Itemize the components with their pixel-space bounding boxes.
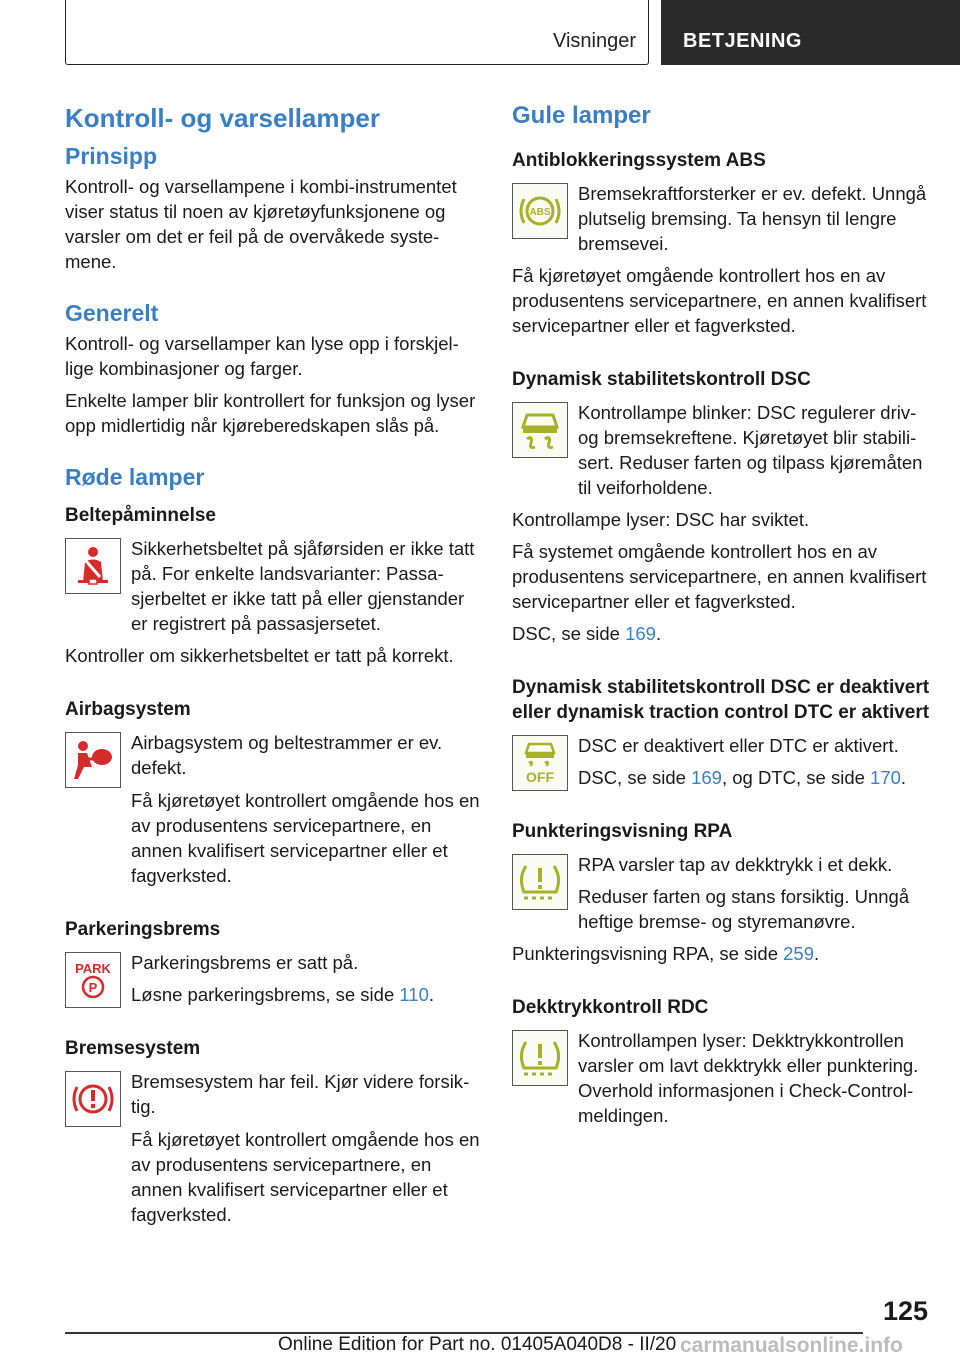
footer-edition: Online Edition for Part no. 01405A040D8 - II/20: [278, 1334, 677, 1355]
right-column: [512, 100, 930, 1135]
rdc-heading: Dekktrykkontroll RDC: [512, 997, 709, 1018]
header-chapter-title: BETJENING: [683, 30, 802, 52]
principle-heading: Prinsipp: [65, 143, 158, 169]
principle-text: Kontroll- og varsellampene i kombi-instrumentet viser status til noen av kjøretøyfunksjonene og varsler om det er feil på de overvåkede systemene.: [65, 176, 457, 272]
tire-pressure-monitor-icon: [512, 1030, 568, 1086]
dsc-off-text-1: DSC er deaktivert eller DTC er aktivert.: [578, 735, 899, 756]
rpa-text-1: RPA varsler tap av dekktrykk i et dekk.: [578, 854, 893, 875]
parking-brake-icon: [65, 952, 121, 1008]
parking-text-1: Parkeringsbrems er satt på.: [131, 952, 359, 973]
airbag-text-1: Airbagsystem og beltestrammer er ev. defekt.: [131, 732, 443, 778]
dsc-text-4: DSC, se side 169.: [512, 623, 662, 644]
dsc-off-heading: Dynamisk stabilitetskontroll DSC er deaktivert eller dynamisk traction control DTC er aktivert: [512, 677, 930, 723]
watermark: carmanualsonline.info: [680, 1334, 903, 1357]
abs-text-1: Bremsekraftforsterker er ev. defekt. Unngå plutselig bremsing. Ta hensyn til lengre bremsevei.: [578, 183, 927, 254]
rdc-lamp: [512, 1028, 930, 1135]
page-title: Kontroll- og varsellamper: [65, 103, 380, 133]
general-heading: Generelt: [65, 300, 159, 326]
parking-text-2: Løsne parkeringsbrems, se side 110.: [131, 984, 435, 1005]
dsc-lamp: [512, 400, 930, 507]
red-lamps-heading: Røde lamper: [65, 464, 205, 490]
general-text-2: Enkelte lamper blir kontrollert for funksjon og lyser opp midlertidig når kjøreberedskapen slås på.: [65, 390, 476, 436]
seatbelt-warning-icon: [65, 538, 121, 594]
svg-text:P: P: [88, 980, 98, 995]
rpa-page-link[interactable]: 259: [783, 943, 814, 964]
brake-warning-icon: [65, 1071, 121, 1127]
parking-page-link[interactable]: 110: [399, 984, 429, 1005]
rpa-lamp: [512, 852, 930, 941]
header-section-box: [65, 0, 649, 65]
dsc-text-2: Kontrollampe lyser: DSC har sviktet.: [512, 509, 810, 530]
tire-pressure-warning-icon: [512, 854, 568, 910]
rdc-text-1: Kontrollampen lyser: Dekktrykkontrollen varsler om lavt dekktrykk eller punktering. Overhold informasjonen i Check-Controlmeldingen.: [578, 1030, 919, 1126]
brake-system-lamp: [65, 1069, 481, 1127]
belt-text-1: Sikkerhetsbeltet på sjåførsiden er ikke tatt på. For enkelte landsvarianter: Passasjerbeltet er ikke tatt på eller gjenstander er registrert på passasjersetet.: [131, 538, 475, 634]
abs-warning-icon: [512, 183, 568, 239]
left-column: [65, 100, 481, 1234]
belt-heading: Beltepåminnelse: [65, 505, 216, 526]
belt-text-2: Kontroller om sikkerhetsbeltet er tatt på korrekt.: [65, 645, 454, 666]
brake-text-2: Få kjøretøyet kontrollert omgående hos en av produsentens servicepartnere, en annen kvalifisert servicepartner eller et fagverksted.: [131, 1129, 480, 1225]
dsc-off-page-link-1[interactable]: 169: [691, 767, 722, 788]
dsc-heading: Dynamisk stabilitetskontroll DSC: [512, 369, 811, 390]
dsc-off-icon-label: OFF: [526, 769, 554, 785]
yellow-lamps-heading: Gule lamper: [512, 102, 651, 129]
parking-icon-label: PARK: [75, 961, 111, 976]
airbag-lamp: [65, 730, 481, 788]
dsc-car-skid-icon: [512, 402, 568, 458]
abs-heading: Antiblokkeringssystem ABS: [512, 150, 766, 171]
belt-lamp: [65, 536, 481, 643]
abs-icon-label: ABS: [529, 207, 551, 218]
rpa-heading: Punkteringsvisning RPA: [512, 821, 733, 842]
dsc-off-lamp: [512, 733, 930, 797]
abs-text-2: Få kjøretøyet omgående kontrollert hos en av produsentens servicepartnere, en annen kvalifisert servicepartner eller et fagverksted.: [512, 265, 927, 336]
dsc-off-icon: [512, 735, 568, 791]
parking-brake-lamp: [65, 950, 481, 1014]
rpa-text-2: Reduser farten og stans forsiktig. Unngå heftige bremse- og styremanøvre.: [578, 886, 910, 932]
abs-lamp: [512, 181, 930, 263]
rpa-text-3: Punkteringsvisning RPA, se side 259.: [512, 943, 820, 964]
header-section-title: Visninger: [552, 30, 636, 52]
airbag-heading: Airbagsystem: [65, 699, 191, 720]
dsc-page-link[interactable]: 169: [625, 623, 656, 644]
parking-brake-heading: Parkeringsbrems: [65, 919, 221, 940]
page-number: 125: [882, 1296, 928, 1326]
brake-text-1: Bremsesystem har feil. Kjør videre forsiktig.: [131, 1071, 470, 1117]
airbag-warning-icon: [65, 732, 121, 788]
general-text-1: Kontroll- og varsellamper kan lyse opp i forskjellige kombinasjoner og farger.: [65, 333, 459, 379]
dsc-text-3: Få systemet omgående kontrollert hos en av produsentens servicepartnere, en annen kvalifisert servicepartner eller et fagverksted.: [512, 541, 927, 612]
brake-system-heading: Bremsesystem: [65, 1038, 201, 1059]
header-chapter-tab: [661, 0, 960, 65]
dsc-off-text-2: DSC, se side 169, og DTC, se side 170.: [578, 767, 907, 788]
dsc-off-page-link-2[interactable]: 170: [870, 767, 901, 788]
dsc-text-1: Kontrollampe blinker: DSC regulerer driv- og bremsekreftene. Kjøretøyet blir stabilisert. Reduser farten og tilpass kjøremåten til veiforholdene.: [578, 402, 923, 498]
airbag-text-2: Få kjøretøyet kontrollert omgående hos en av produsentens servicepartnere, en annen kvalifisert servicepartner eller et fagverksted.: [131, 790, 480, 886]
